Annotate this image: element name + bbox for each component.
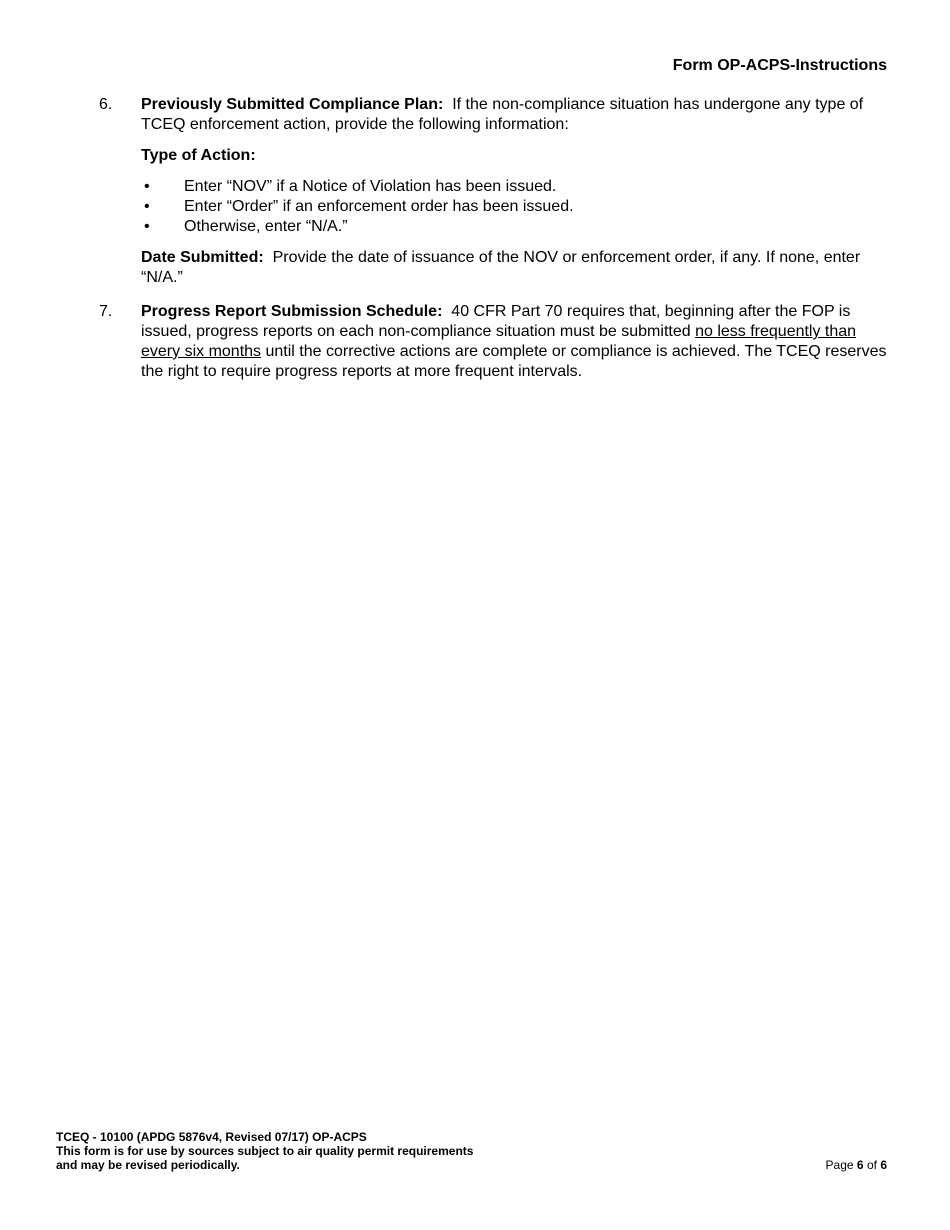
list-item [141,197,896,217]
date-submitted-paragraph [141,248,896,288]
item-heading: Previously Submitted Compliance Plan: [141,96,444,113]
underlined-text: no less frequently than every six months [141,323,857,360]
list-item [141,217,896,237]
item-heading: Progress Report Submission Schedule: [141,303,443,320]
instruction-item-7 [99,302,899,382]
instruction-item-6 [99,95,899,288]
footer-note: This form is for use by sources subject to air quality permit requirements [56,1144,474,1158]
item-text: If the non-compliance situation has undergone any type of TCEQ enforcement action, provide the following information: [141,96,864,133]
page-of: of [866,1158,877,1172]
list-item-text: Enter “NOV” if a Notice of Violation has been issued. [184,178,557,195]
bullet-icon: • [144,198,150,215]
type-of-action-heading: Type of Action: [141,147,256,164]
form-title: Form OP-ACPS-Instructions [672,57,887,74]
item-number: 7. [99,303,113,320]
item-text: 40 CFR Part 70 requires that, beginning after the FOP is issued, progress reports on each non-compliance situation must be submitted [141,303,851,340]
footer [56,1130,473,1172]
bullet-icon: • [144,218,150,235]
page-current: 6 [856,1158,864,1172]
bullet-icon: • [144,178,150,195]
page-label: Page [825,1158,854,1172]
page-number [826,1158,887,1172]
item-paragraph [141,95,896,135]
footer-note: and may be revised periodically. [56,1158,240,1172]
item-paragraph [141,302,896,382]
item-number: 6. [99,96,113,113]
list-item [141,177,896,197]
item-text: until the corrective actions are complete or compliance is achieved. The TCEQ reserves the right to require progress reports at more frequent intervals. [141,343,887,380]
list-item-text: Enter “Order” if an enforcement order has been issued. [184,198,574,215]
page-total: 6 [880,1158,887,1172]
list-item-text: Otherwise, enter “N/A.” [184,218,348,235]
date-heading: Date Submitted: [141,249,264,266]
date-text: Provide the date of issuance of the NOV or enforcement order, if any. If none, enter “N/A.” [141,249,861,286]
action-type-list [141,177,896,237]
form-id: TCEQ - 10100 (APDG 5876v4, Revised 07/17) OP-ACPS [56,1130,367,1144]
